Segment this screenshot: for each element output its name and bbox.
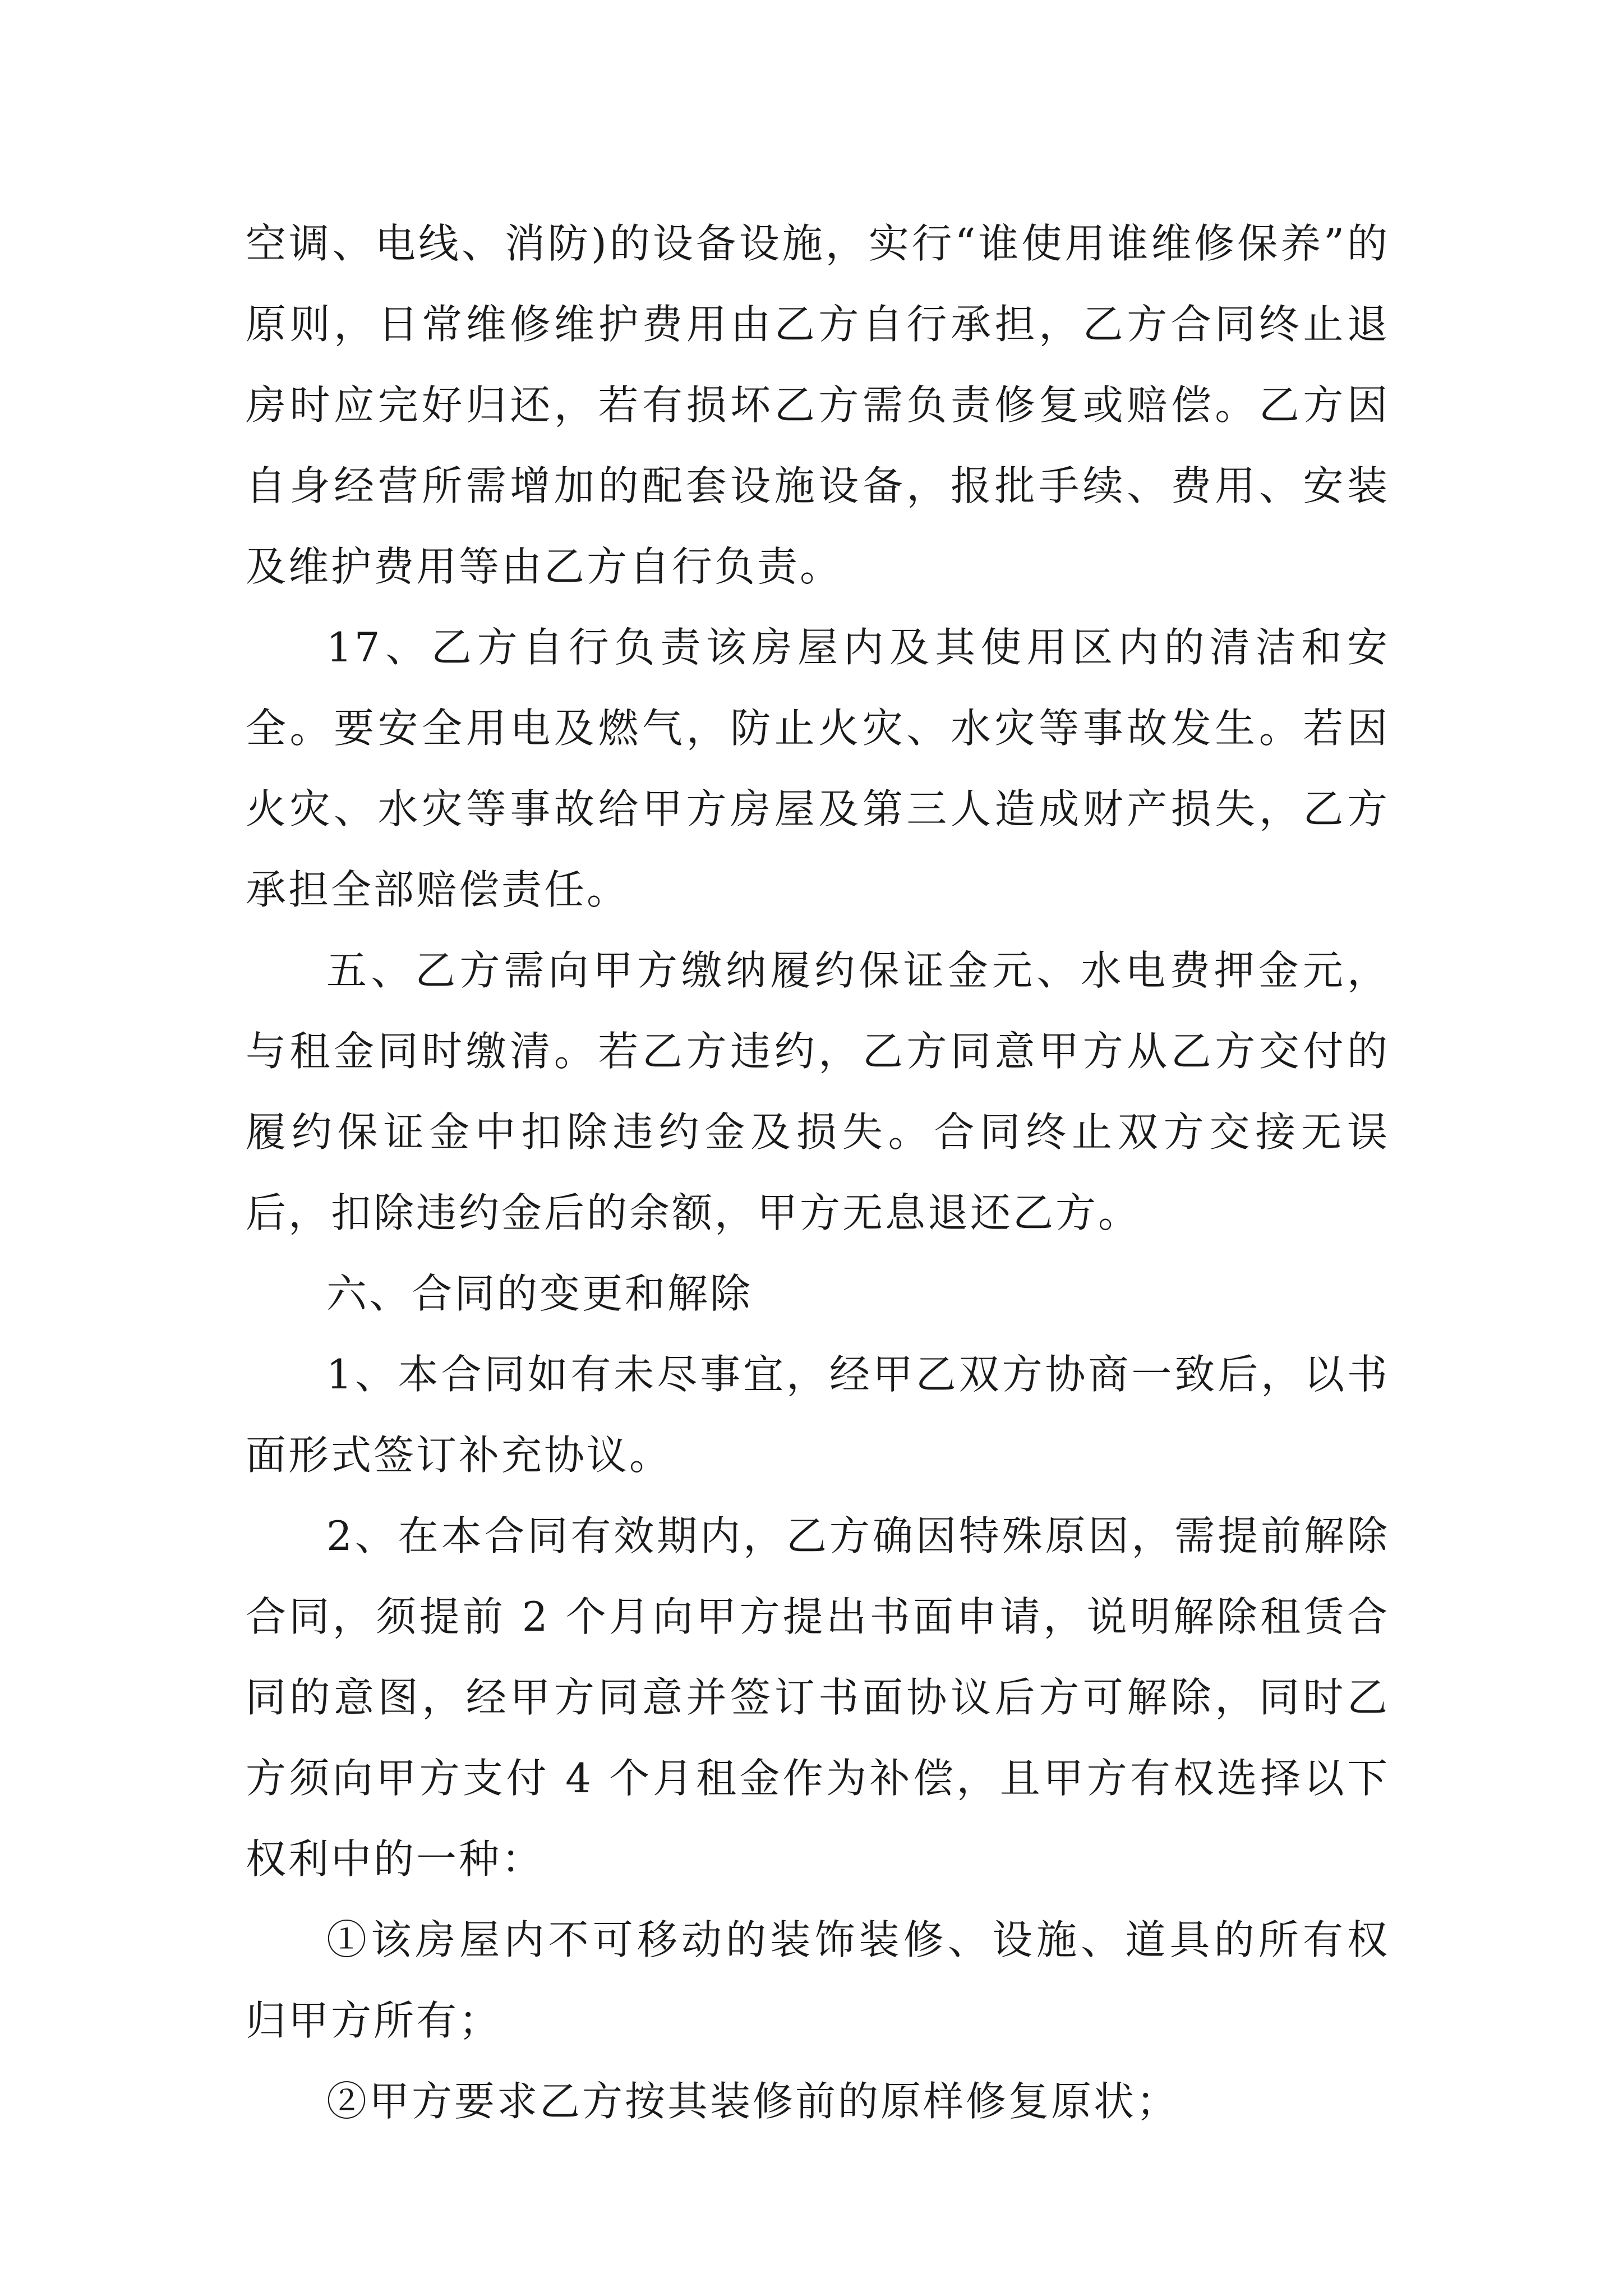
- paragraph-clause-1-supplement: 1、本合同如有未尽事宜，经甲乙双方协商一致后，以书面形式签订补充协议。: [246, 1351, 1390, 1479]
- paragraph-section-5-deposit: 五、乙方需向甲方缴纳履约保证金元、水电费押金元，与租金同时缴清。若乙方违约，乙方同意甲方从乙方交付的履约保证金中扣除违约金及损失。合同终止双方交接无误后，扣除违约金后的余额，甲方无息退还乙方。: [246, 947, 1390, 1236]
- paragraph-clause-17-safety: 17、乙方自行负责该房屋内及其使用区内的清洁和安全。要安全用电及燃气，防止火灾、水灾等事故发生。若因火灾、水灾等事故给甲方房屋及第三人造成财产损失，乙方承担全部赔偿责任。: [246, 624, 1390, 913]
- contract-body: [246, 203, 1390, 2142]
- paragraph-option-1: ①该房屋内不可移动的装饰装修、设施、道具的所有权归甲方所有；: [246, 1916, 1390, 2044]
- paragraph-option-2: ②甲方要求乙方按其装修前的原样修复原状；: [326, 2078, 1179, 2125]
- section-heading-6-change-termination: 六、合同的变更和解除: [326, 1270, 753, 1317]
- paragraph-clause-2-early-termination: 2、在本合同有效期内，乙方确因特殊原因，需提前解除合同，须提前 2 个月向甲方提出书面申请，说明解除租赁合同的意图，经甲方同意并签订书面协议后方可解除，同时乙方须向甲方支付 4 个月租金作为补偿，且甲方有权选择以下权利中的一种：: [246, 1512, 1390, 1883]
- paragraph-facility-maintenance: 空调、电线、消防)的设备设施，实行“谁使用谁维修保养”的原则，日常维修维护费用由乙方自行承担，乙方合同终止退房时应完好归还，若有损坏乙方需负责修复或赔偿。乙方因自身经营所需增加的配套设施设备，报批手续、费用、安装及维护费用等由乙方自行负责。: [246, 220, 1390, 590]
